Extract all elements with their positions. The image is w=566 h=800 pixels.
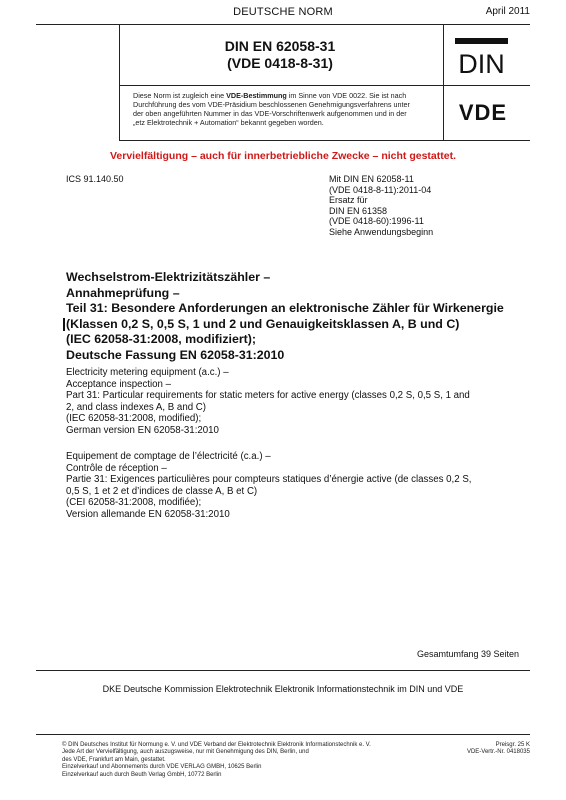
footer-rule xyxy=(36,734,530,735)
left-frame-rule xyxy=(119,24,120,140)
reproduction-warning: Vervielfältigung – auch für innerbetriebliche Zwecke – nicht gestattet. xyxy=(109,150,456,162)
relation-line: Mit DIN EN 62058-11 xyxy=(329,174,414,184)
relation-line: Ersatz für xyxy=(329,195,368,206)
dke-commission: DKE Deutsche Kommission Elektrotechnik Elektronik Informationstechnik im DIN und VDE xyxy=(102,684,464,694)
notice-line: „etz Elektrotechnik + Automation“ bekannt gegeben worden. xyxy=(133,118,324,127)
footer-line: des VDE, Frankfurt am Main, gestattet. xyxy=(62,756,166,763)
title-fr-line: Contrôle de réception – xyxy=(66,462,167,474)
norm-type-heading: DEUTSCHE NORM xyxy=(233,6,333,18)
copyright-footer xyxy=(62,742,422,779)
title-en-line: 2, and class indexes A, B and C) xyxy=(66,401,207,413)
title-en-line: Electricity metering equipment (a.c.) – xyxy=(66,367,229,378)
title-french xyxy=(66,451,526,521)
title-en-line: (IEC 62058-31:2008, modified); xyxy=(66,413,202,425)
change-marker-bar xyxy=(63,318,65,331)
notice-line: Diese Norm ist zugleich eine VDE-Bestimmung im Sinne von VDE 0022. Sie ist nach xyxy=(133,91,407,100)
notice-line: der oben angeführten Nummer in das VDE-Vorschriftenwerk aufgenommen und in der xyxy=(133,109,407,118)
title-en-line: Acceptance inspection – xyxy=(66,378,172,390)
vde-notice xyxy=(133,91,433,127)
title-de-line: Teil 31: Besondere Anforderungen an elektronische Zähler für Wirkenergie xyxy=(66,301,504,316)
title-fr-line: Partie 31: Exigences particulières pour compteurs statiques d’énergie active (de classes 0,2 S, xyxy=(66,474,472,486)
vde-logo-icon xyxy=(448,100,518,124)
title-fr-line: 0,5 S, 1 et 2 et d’indices de classe A, B et C) xyxy=(66,485,258,497)
standard-number-block xyxy=(130,38,430,72)
title-en-line: German version EN 62058-31:2010 xyxy=(66,424,219,436)
title-en-line: Part 31: Particular requirements for static meters for active energy (classes 0,2 S, 0,5 S, 1 and xyxy=(66,390,470,402)
relation-line: (VDE 0418-60):1996-11 xyxy=(329,216,424,227)
title-fr-line: Version allemande EN 62058-31:2010 xyxy=(66,508,230,520)
price-info xyxy=(467,742,530,757)
vde-logo-text: VDE xyxy=(458,100,508,124)
vde-number: (VDE 0418-8-31) xyxy=(227,55,333,71)
relation-line: Siehe Anwendungsbeginn xyxy=(329,226,434,237)
ics-code: ICS 91.140.50 xyxy=(66,174,124,184)
publication-date: April 2011 xyxy=(485,6,530,17)
title-english xyxy=(66,367,526,437)
title-block-rule xyxy=(119,85,530,86)
notice-line: Durchführung des vom VDE-Präsidium beschlossenen Genehmigungsverfahrens unter xyxy=(133,100,410,109)
title-de-line: Deutsche Fassung EN 62058-31:2010 xyxy=(66,347,285,362)
relation-line: (VDE 0418-8-11):2011-04 xyxy=(329,184,432,195)
notice-bottom-rule xyxy=(119,140,530,141)
title-fr-line: Equipement de comptage de l’électricité (c.a.) – xyxy=(66,451,271,462)
replacement-info xyxy=(329,174,433,238)
pages-rule xyxy=(36,670,530,671)
title-de-line: Wechselstrom-Elektrizitätszähler – xyxy=(66,270,271,284)
standard-number: DIN EN 62058-31 xyxy=(224,38,336,54)
title-de-line: Annahmeprüfung – xyxy=(66,285,180,300)
price-group: Preisgr. 25 K xyxy=(495,742,530,748)
relation-line: DIN EN 61358 xyxy=(329,205,388,216)
title-german xyxy=(66,270,536,364)
title-de-line: (IEC 62058-31:2008, modifiziert); xyxy=(66,332,257,347)
order-number: VDE-Vertr.-Nr. 0418035 xyxy=(466,749,530,756)
footer-line: © DIN Deutsches Institut für Normung e. V. und VDE Verband der Elektrotechnik Elektronik Informationstechnik e. V. xyxy=(62,742,371,748)
logo-divider-rule xyxy=(443,24,444,140)
footer-line: Einzelverkauf und Abonnements durch VDE VERLAG GMBH, 10625 Berlin xyxy=(62,764,262,771)
footer-line: Jede Art der Vervielfältigung, auch auszugsweise, nur mit Genehmigung des DIN, Berlin, und xyxy=(62,749,309,756)
header-rule xyxy=(36,24,530,25)
din-logo-icon xyxy=(454,37,509,79)
title-fr-line: (CEI 62058-31:2008, modifiée); xyxy=(66,497,202,509)
din-logo-text: DIN xyxy=(458,49,505,79)
title-de-line: (Klassen 0,2 S, 0,5 S, 1 und 2 und Genauigkeitsklassen A, B und C) xyxy=(66,316,460,331)
total-pages: Gesamtumfang 39 Seiten xyxy=(416,649,519,659)
footer-line: Einzelverkauf auch durch Beuth Verlag GmbH, 10772 Berlin xyxy=(62,771,222,778)
